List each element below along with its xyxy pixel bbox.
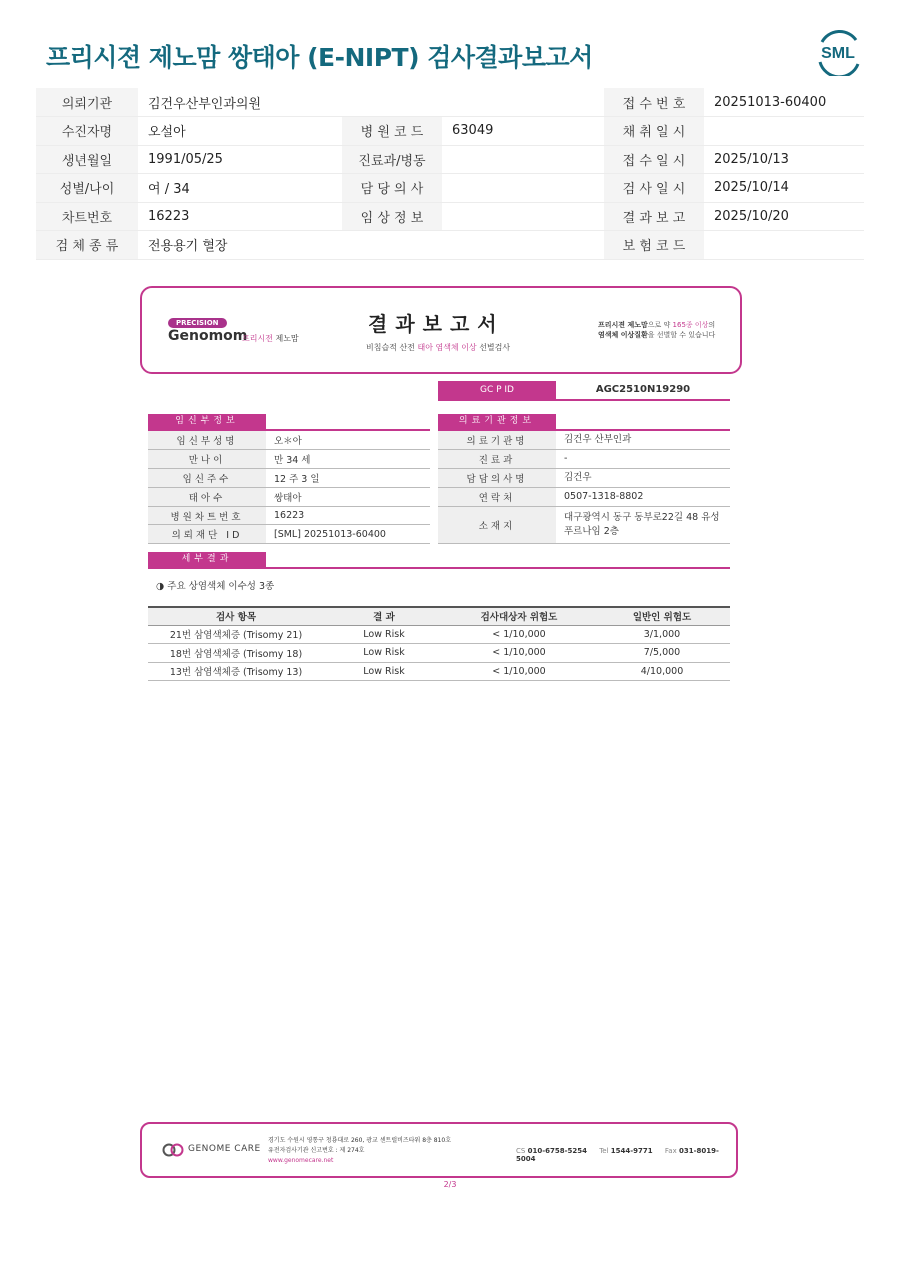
pregnant-row [148, 487, 430, 506]
result-header: 일반인 위험도 [594, 607, 730, 625]
hospital-row [438, 469, 730, 488]
info-value: 전용용기 혈장 [138, 231, 604, 260]
chromosome-note: ◑ 주요 상염색체 이수성 3종 [156, 581, 275, 592]
info-value [704, 231, 864, 260]
info-label: 차트번호 [36, 202, 138, 231]
result-cell: < 1/10,000 [444, 662, 594, 681]
result-header: 결 과 [324, 607, 444, 625]
result-cell: 4/10,000 [594, 662, 730, 681]
pregnant-label: 태아수 [148, 487, 266, 506]
hospital-row [438, 487, 730, 506]
result-row [148, 644, 730, 663]
info-label: 검 사 일 시 [604, 174, 704, 203]
patient-info-table [36, 88, 864, 260]
info-value: 2025/10/13 [704, 145, 864, 174]
pregnant-label: 병원차트번호 [148, 506, 266, 525]
company-name: GENOME CARE [188, 1144, 261, 1154]
result-cell: < 1/10,000 [444, 644, 594, 663]
info-label: 성별/나이 [36, 174, 138, 203]
result-cell: 3/1,000 [594, 625, 730, 644]
result-row [148, 625, 730, 644]
info-value: 2025/10/20 [704, 202, 864, 231]
pregnant-value: 만 34 세 [266, 450, 430, 469]
pregnant-value: [SML] 20251013-60400 [266, 525, 430, 544]
info-row [36, 145, 864, 174]
result-cell: < 1/10,000 [444, 625, 594, 644]
sml-logo-text: SML [821, 45, 855, 62]
website-link[interactable]: www.genomecare.net [268, 1157, 334, 1164]
hospital-label: 연락처 [438, 487, 556, 506]
info-value: 2025/10/14 [704, 174, 864, 203]
info-value: 20251013-60400 [704, 88, 864, 117]
genomom-subbrand: 프리시젼 제노맘 [242, 334, 299, 343]
hospital-value: 0507-1318-8802 [556, 487, 730, 506]
result-report [140, 286, 742, 679]
hospital-label: 담담의사명 [438, 469, 556, 488]
info-row [36, 117, 864, 146]
info-value [442, 145, 604, 174]
info-row [36, 88, 864, 117]
result-row [148, 662, 730, 681]
result-header: 검사 항목 [148, 607, 324, 625]
info-label: 보 험 코 드 [604, 231, 704, 260]
page-title: 프리시젼 제노맘 쌍태아 (E-NIPT) 검사결과보고서 [46, 43, 593, 72]
info-label: 결 과 보 고 [604, 202, 704, 231]
info-value: 김건우산부인과의원 [138, 88, 604, 117]
gcpid-value: AGC2510N19290 [595, 384, 691, 395]
pregnant-value: 16223 [266, 506, 430, 525]
pregnant-row [148, 525, 430, 544]
footer-address: 경기도 수원시 영통구 청룡대로 260, 광교 센트럴비즈타워 8층 810호 유전자검사기관 신고번호 : 제 274호 www.genomecare.net [268, 1137, 451, 1164]
footer-box [140, 1122, 738, 1178]
hospital-value: 대구광역시 동구 동부로22길 48 유성 푸르나임 2층 [556, 506, 730, 544]
hospital-value: 김건우 [556, 469, 730, 488]
genome-care-logo-icon [162, 1143, 184, 1157]
hospital-label: 의료기관명 [438, 431, 556, 450]
precision-tag: PRECISION [168, 318, 227, 328]
info-label: 접 수 일 시 [604, 145, 704, 174]
gcpid-row [438, 381, 730, 401]
info-value: 1991/05/25 [138, 145, 342, 174]
report-title: 결과보고서 [368, 312, 505, 336]
info-label: 임 상 정 보 [342, 202, 442, 231]
pregnant-row [148, 450, 430, 469]
hospital-section-header: 의료기관정보 [438, 414, 730, 431]
info-label: 접 수 번 호 [604, 88, 704, 117]
info-label: 생년월일 [36, 145, 138, 174]
info-value [704, 117, 864, 146]
info-value [442, 174, 604, 203]
pregnant-row [148, 431, 430, 450]
info-label: 채 취 일 시 [604, 117, 704, 146]
gcpid-label: GC P ID [438, 381, 556, 399]
pregnant-info-table [148, 431, 430, 544]
result-header: 검사대상자 위험도 [444, 607, 594, 625]
result-cell: Low Risk [324, 644, 444, 663]
hospital-value: 김건우 산부인과 [556, 431, 730, 450]
pregnant-label: 의뢰재단 ID [148, 525, 266, 544]
hospital-row [438, 506, 730, 544]
pregnant-label: 만나이 [148, 450, 266, 469]
info-value [442, 202, 604, 231]
pregnant-value: 12 주 3 일 [266, 469, 430, 488]
info-row [36, 231, 864, 260]
pregnant-value: 쌍태아 [266, 487, 430, 506]
info-row [36, 202, 864, 231]
info-value: 오설아 [138, 117, 342, 146]
pregnant-row [148, 469, 430, 488]
info-label: 담 당 의 사 [342, 174, 442, 203]
info-label: 수진자명 [36, 117, 138, 146]
hospital-label: 소재지 [438, 506, 556, 544]
hospital-row [438, 450, 730, 469]
info-label: 진료과/병동 [342, 145, 442, 174]
info-value: 63049 [442, 117, 604, 146]
pregnant-label: 임신부성명 [148, 431, 266, 450]
result-cell: 7/5,000 [594, 644, 730, 663]
result-cell: 18번 삼염색체증 (Trisomy 18) [148, 644, 324, 663]
info-label: 병 원 코 드 [342, 117, 442, 146]
detail-section-header: 세부결과 [148, 552, 730, 569]
genomom-brand: Genomom [168, 328, 248, 344]
info-value: 16223 [138, 202, 342, 231]
sml-logo-icon [812, 28, 864, 76]
hospital-info-table [438, 431, 730, 544]
hospital-row [438, 431, 730, 450]
info-label: 검 체 종 류 [36, 231, 138, 260]
hospital-label: 진료과 [438, 450, 556, 469]
report-header [140, 286, 742, 374]
footer-contact: CS 010-6758-5254 Tel 1544-9771 Fax 031-8019-5004 [516, 1147, 719, 1163]
page-number: 2/3 [443, 1180, 457, 1189]
result-cell: Low Risk [324, 662, 444, 681]
result-cell: 21번 삼염색체증 (Trisomy 21) [148, 625, 324, 644]
result-cell: 13번 삼염색체증 (Trisomy 13) [148, 662, 324, 681]
pregnant-label: 임신주수 [148, 469, 266, 488]
info-label: 의뢰기관 [36, 88, 138, 117]
report-side-note: 프리시젼 제노맘으로 약 165종 이상의 염색체 이상질환을 선별할 수 있습니다 [598, 321, 716, 339]
result-cell: Low Risk [324, 625, 444, 644]
pregnant-row [148, 506, 430, 525]
pregnant-value: 오＊아 [266, 431, 430, 450]
pregnant-section-header: 임신부정보 [148, 414, 430, 431]
info-value: 여 / 34 [138, 174, 342, 203]
report-subtitle: 비침습적 산전 태아 염색체 이상 선별검사 [366, 343, 511, 352]
hospital-value: - [556, 450, 730, 469]
result-table [148, 606, 730, 681]
info-row [36, 174, 864, 203]
